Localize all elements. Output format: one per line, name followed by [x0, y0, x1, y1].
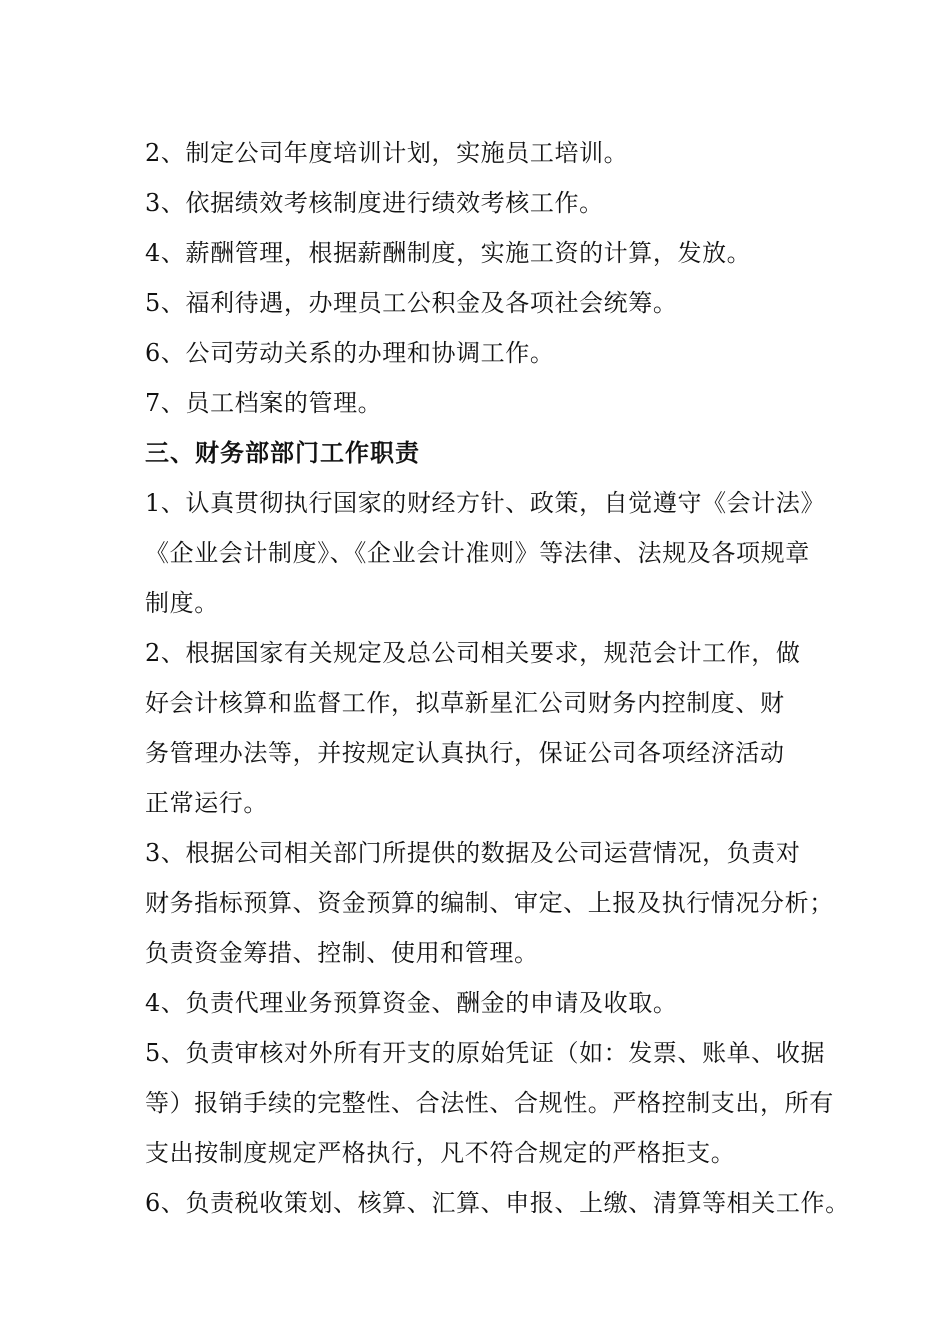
- section-heading-finance: 三、财务部部门工作职责: [145, 438, 420, 467]
- paragraph-line: 《企业会计制度》、《企业会计准则》等法律、法规及各项规章: [145, 539, 810, 567]
- paragraph-line: 财务指标预算、资金预算的编制、审定、上报及执行情况分析；: [145, 889, 834, 917]
- list-item-salary-management: 4、薪酬管理，根据薪酬制度，实施工资的计算，发放。: [145, 239, 752, 267]
- paragraph-line: 3、根据公司相关部门所提供的数据及公司运营情况，负责对: [145, 839, 801, 867]
- document-body: [145, 128, 850, 1228]
- paragraph-line: 正常运行。: [145, 789, 268, 817]
- paragraph-line: 负责资金筹措、控制、使用和管理。: [145, 939, 539, 967]
- paragraph-line: 制度。: [145, 589, 219, 617]
- paragraph-line: 等）报销手续的完整性、合法性、合规性。严格控制支出，所有: [145, 1089, 834, 1117]
- list-item-employee-files: 7、员工档案的管理。: [145, 389, 383, 417]
- paragraph-line: 5、负责审核对外所有开支的原始凭证（如：发票、账单、收据: [145, 1039, 826, 1067]
- paragraph-line: 4、负责代理业务预算资金、酬金的申请及收取。: [145, 989, 678, 1017]
- paragraph-line: 支出按制度规定严格执行，凡不符合规定的严格拒支。: [145, 1139, 736, 1167]
- paragraph-line: 1、认真贯彻执行国家的财经方针、政策，自觉遵守《会计法》: [145, 489, 826, 517]
- paragraph-line: 2、根据国家有关规定及总公司相关要求，规范会计工作，做: [145, 639, 801, 667]
- paragraph-line: 6、负责税收策划、核算、汇算、申报、上缴、清算等相关工作。: [145, 1189, 850, 1217]
- paragraph-line: 好会计核算和监督工作，拟草新星汇公司财务内控制度、财: [145, 689, 785, 717]
- paragraph-line: 务管理办法等，并按规定认真执行，保证公司各项经济活动: [145, 739, 785, 767]
- list-item-labor-relations: 6、公司劳动关系的办理和协调工作。: [145, 339, 555, 367]
- list-item-training-plan: 2、制定公司年度培训计划，实施员工培训。: [145, 139, 629, 167]
- list-item-performance-review: 3、依据绩效考核制度进行绩效考核工作。: [145, 189, 604, 217]
- list-item-welfare: 5、福利待遇，办理员工公积金及各项社会统筹。: [145, 289, 678, 317]
